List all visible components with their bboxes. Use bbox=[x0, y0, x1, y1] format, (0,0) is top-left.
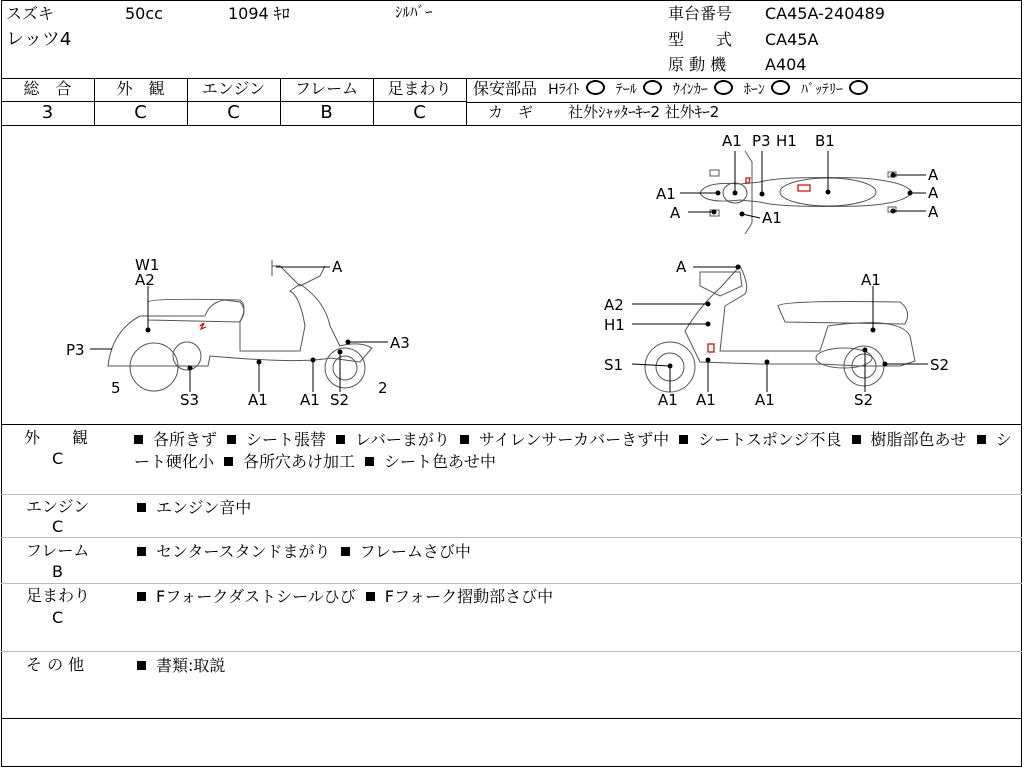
remark-item bbox=[137, 587, 356, 606]
section-engine-grade: C bbox=[52, 517, 64, 536]
remark-item bbox=[365, 452, 496, 471]
diagram-bottom-line bbox=[1, 424, 1022, 425]
section-engine-label: エンジン bbox=[26, 497, 90, 516]
remark-item bbox=[852, 430, 967, 449]
label: A1 bbox=[861, 271, 881, 289]
grade-frame-value: B bbox=[320, 102, 333, 123]
section-frame-items bbox=[137, 541, 1017, 563]
damage-diagram bbox=[0, 126, 1024, 424]
label: S2 bbox=[330, 391, 350, 409]
label: A2 bbox=[135, 271, 155, 289]
bullet-square-icon bbox=[852, 435, 861, 444]
bullet-square-icon bbox=[977, 435, 986, 444]
label: A1 bbox=[722, 132, 742, 150]
model-name: レッツ4 bbox=[6, 29, 72, 50]
bottom-line bbox=[1, 718, 1022, 719]
section-exterior-items bbox=[134, 429, 1014, 473]
label: P3 bbox=[66, 341, 85, 359]
label: H1 bbox=[776, 132, 797, 150]
safety-tail: ﾃｰﾙ bbox=[615, 82, 637, 98]
label: W1 bbox=[135, 256, 160, 274]
grade-suspension-label: 足まわり bbox=[387, 79, 452, 98]
remark-item bbox=[460, 430, 669, 449]
remark-text: 各所穴あけ加工 bbox=[243, 452, 356, 471]
grade-overall-value: 3 bbox=[41, 102, 54, 123]
section-suspension-label: 足まわり bbox=[26, 586, 91, 605]
ok-circle-icon bbox=[771, 80, 790, 95]
label: A1 bbox=[248, 391, 268, 409]
label: A bbox=[928, 203, 939, 221]
label: S2 bbox=[930, 356, 950, 374]
safety-row bbox=[473, 81, 874, 97]
bullet-square-icon bbox=[460, 435, 469, 444]
remark-item bbox=[137, 656, 225, 675]
remark-item bbox=[137, 542, 331, 561]
frame-no: CA45A-240489 bbox=[765, 4, 885, 23]
type-value: CA45A bbox=[765, 30, 819, 49]
bullet-square-icon bbox=[341, 547, 350, 556]
key-label: カ ギ bbox=[488, 103, 534, 121]
safety-battery: ﾊﾞｯﾃﾘｰ bbox=[801, 82, 844, 98]
label: A bbox=[670, 204, 681, 222]
engine-value: A404 bbox=[765, 55, 807, 74]
safety-label: 保安部品 bbox=[473, 79, 538, 98]
top-view-scooter bbox=[700, 151, 912, 234]
remark-text: シートスポンジ不良 bbox=[698, 430, 842, 449]
grade-exterior-label: 外 観 bbox=[116, 79, 165, 98]
label: A3 bbox=[390, 334, 410, 352]
label: A bbox=[332, 258, 343, 276]
remark-text: シート色あせ中 bbox=[384, 452, 497, 471]
safety-headlight: Hﾗｲﾄ bbox=[548, 82, 580, 98]
bullet-square-icon bbox=[134, 435, 143, 444]
label: A bbox=[676, 258, 687, 276]
remark-text: 各所きず bbox=[153, 430, 218, 449]
safety-winker: ｳｲﾝｶｰ bbox=[672, 82, 708, 98]
section-divider bbox=[1, 537, 1022, 538]
label: A1 bbox=[755, 391, 775, 409]
bullet-square-icon bbox=[366, 592, 375, 601]
section-divider bbox=[1, 494, 1022, 495]
section-frame-grade: B bbox=[52, 562, 63, 581]
remark-text: センタースタンドまがり bbox=[156, 542, 331, 561]
section-frame-label: フレーム bbox=[26, 541, 90, 560]
remark-item bbox=[366, 587, 553, 606]
bullet-square-icon bbox=[137, 661, 146, 670]
label: A1 bbox=[658, 391, 678, 409]
label: S2 bbox=[854, 391, 874, 409]
mileage: 1094 ｷﾛ bbox=[228, 4, 290, 23]
section-other-label: そ の 他 bbox=[26, 655, 85, 674]
bullet-square-icon bbox=[227, 435, 236, 444]
remark-text: Fフォーク摺動部さび中 bbox=[384, 587, 554, 606]
bullet-square-icon bbox=[137, 503, 146, 512]
remark-text: フレームさび中 bbox=[359, 542, 471, 561]
remark-text: シート硬化小 bbox=[134, 430, 1012, 471]
remark-item bbox=[227, 430, 326, 449]
frame-no-label: 車台番号 bbox=[668, 4, 733, 23]
grade-engine-label: エンジン bbox=[201, 79, 266, 98]
col-divider-5 bbox=[466, 78, 467, 125]
bullet-square-icon bbox=[137, 592, 146, 601]
type-label: 型 式 bbox=[668, 30, 733, 49]
label: 5 bbox=[111, 379, 121, 397]
key-value: 社外ｼｬｯﾀｰｷｰ2 社外ｷｰ2 bbox=[568, 103, 720, 121]
label: A1 bbox=[656, 185, 676, 203]
grade-exterior-value: C bbox=[134, 102, 147, 123]
remark-item bbox=[134, 430, 217, 449]
label: S1 bbox=[604, 356, 624, 374]
displacement: 50cc bbox=[125, 4, 163, 23]
ok-circle-icon bbox=[849, 80, 868, 95]
bullet-square-icon bbox=[365, 457, 374, 466]
ok-circle-icon bbox=[714, 80, 733, 95]
label: A1 bbox=[762, 209, 782, 227]
grade-engine-value: C bbox=[227, 102, 240, 123]
bullet-square-icon bbox=[679, 435, 688, 444]
section-divider bbox=[1, 651, 1022, 652]
label: P3 bbox=[752, 132, 771, 150]
remark-item bbox=[336, 430, 450, 449]
section-exterior-label: 外 観 bbox=[24, 428, 89, 447]
label: A1 bbox=[300, 391, 320, 409]
label: A bbox=[928, 166, 939, 184]
label: A1 bbox=[696, 391, 716, 409]
remark-text: 書類:取説 bbox=[156, 656, 226, 675]
remark-text: 樹脂部色あせ bbox=[870, 430, 967, 449]
maker: スズキ bbox=[6, 4, 55, 23]
bullet-square-icon bbox=[137, 547, 146, 556]
section-divider bbox=[1, 583, 1022, 584]
grade-suspension-value: C bbox=[413, 102, 426, 123]
diagram-labels bbox=[66, 132, 949, 409]
remark-text: シート張替 bbox=[246, 430, 327, 449]
remark-item bbox=[679, 430, 841, 449]
remark-item bbox=[137, 498, 251, 517]
label: S3 bbox=[180, 391, 200, 409]
label: H1 bbox=[604, 316, 625, 334]
section-suspension-grade: C bbox=[52, 608, 64, 627]
label: A2 bbox=[604, 296, 624, 314]
ok-circle-icon bbox=[643, 80, 662, 95]
label: A bbox=[928, 184, 939, 202]
damage-marks bbox=[200, 178, 810, 352]
grade-overall-label: 総 合 bbox=[23, 79, 72, 98]
grade-frame-label: フレーム bbox=[294, 79, 359, 98]
remark-text: レバーまがり bbox=[355, 430, 450, 449]
safety-mid-line bbox=[467, 102, 1022, 103]
engine-label: 原 動 機 bbox=[668, 55, 727, 74]
section-engine-items bbox=[137, 497, 1017, 519]
color: ｼﾙﾊﾞｰ bbox=[395, 3, 433, 21]
section-exterior-grade: C bbox=[52, 449, 64, 468]
remark-text: エンジン音中 bbox=[156, 498, 252, 517]
safety-horn: ﾎｰﾝ bbox=[743, 82, 765, 98]
label: B1 bbox=[815, 132, 835, 150]
section-suspension-items bbox=[137, 586, 1017, 608]
ok-circle-icon bbox=[586, 80, 605, 95]
remark-item bbox=[224, 452, 355, 471]
remark-text: Fフォークダストシールひび bbox=[156, 587, 356, 606]
remark-text: サイレンサーカバーきず中 bbox=[478, 430, 670, 449]
bullet-square-icon bbox=[336, 435, 345, 444]
bullet-square-icon bbox=[224, 457, 233, 466]
label: 2 bbox=[378, 379, 388, 397]
remark-item bbox=[341, 542, 471, 561]
section-other-items bbox=[137, 655, 1017, 677]
